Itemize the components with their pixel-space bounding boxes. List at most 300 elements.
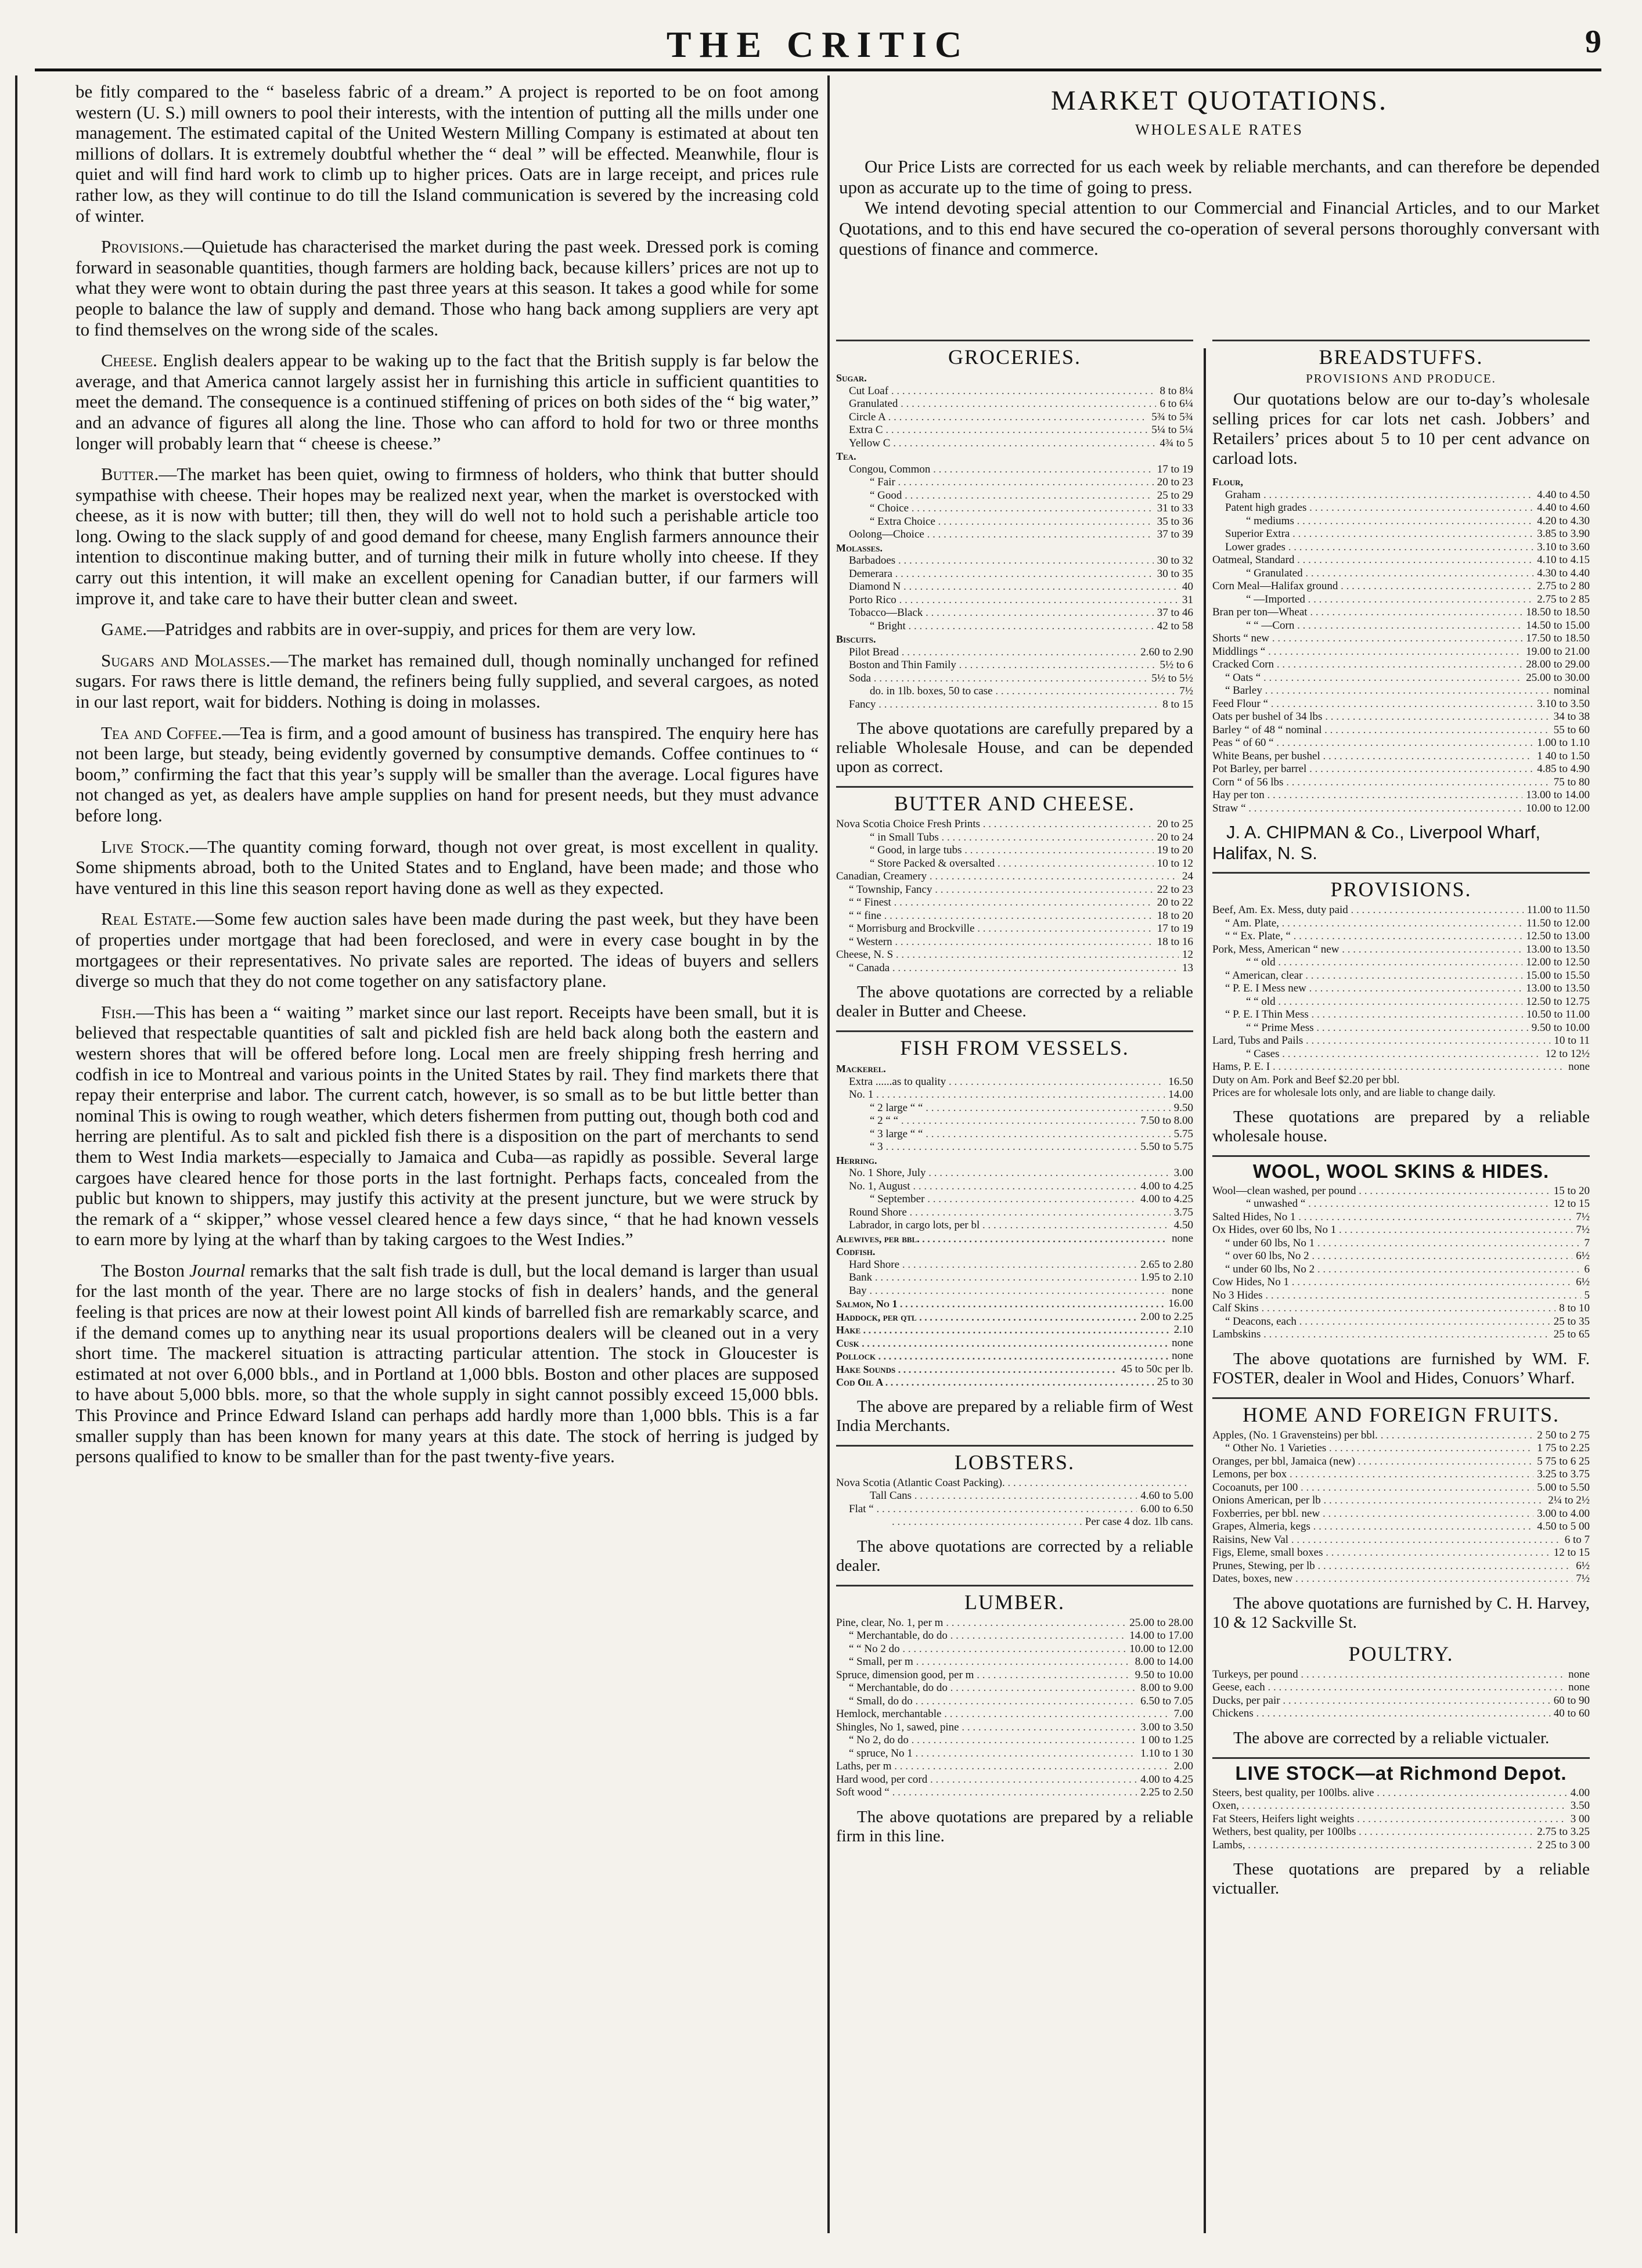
price-item: Labrador, in cargo lots, per bl . . . [836, 1219, 1171, 1232]
price-row [836, 1219, 1193, 1232]
price-item: “ in Small Tubs . . . [836, 831, 1154, 845]
lobsters-title: LOBSTERS. [954, 1450, 1075, 1474]
price-value: none [1568, 1061, 1590, 1073]
price-row [836, 818, 1193, 831]
price-row [836, 554, 1193, 568]
wool-title: WOOL, WOOL SKINS & HIDES. [1252, 1160, 1550, 1182]
price-value: 7½ [1576, 1573, 1590, 1585]
paragraph-text: —Tea is firm, and a good amount of business has transpired. The enquiry here has not been large, but steady, being evidently governed by consumptive demands. Coffee continues to “ boom,” confirming the fact that this year’s supply will be smaller than the average. Local figures have not changed as yet, as dealers have ample supplies on hand for present needs, but they must advance before long. [75, 722, 819, 825]
price-item: Tobacco—Black . . . [836, 607, 1154, 620]
price-row [1212, 1250, 1590, 1263]
price-row [836, 1271, 1193, 1285]
price-item: Alewives, per bbl. . . . [836, 1232, 1168, 1246]
price-value: 2.00 [1173, 1760, 1193, 1772]
groceries-note: The above quotations are carefully prepared by a reliable Wholesale House, and can be depended upon as correct. [836, 719, 1193, 776]
price-item: “ Choice . . . [836, 502, 1154, 515]
price-value: 5 [1584, 1289, 1590, 1301]
paragraph-text: —Some few auction sales have been made during the past week, but they have been of properties under mortgage that had been foreclosed, and were in every case bought in by the mortgagees or their representatives. No private sales are reported. The ideas of buyers and sellers diverge so much that they do not come together on any satisfactory plane. [75, 908, 819, 991]
price-item: Peas “ of 60 “ . . . [1212, 737, 1533, 750]
article-paragraph [75, 81, 819, 226]
price-value: 30 to 35 [1157, 567, 1193, 580]
price-value: 10.00 to 12.00 [1526, 802, 1590, 814]
price-row [836, 372, 1193, 385]
price-row [836, 398, 1193, 411]
price-item: No 3 Hides . . . [1212, 1289, 1581, 1303]
price-item: Superior Extra . . . [1212, 528, 1533, 541]
price-row [1212, 475, 1590, 489]
price-item: Hard wood, per cord . . . [836, 1773, 1137, 1787]
price-item: “ mediums . . . [1212, 515, 1533, 528]
price-row [1212, 904, 1590, 917]
price-row [836, 1516, 1193, 1529]
price-value: 4¾ to 5 [1160, 437, 1193, 449]
price-row [1212, 1494, 1590, 1508]
price-item: “ 3 large “ “ . . . [836, 1128, 1171, 1141]
price-value: 9.50 to 10.00 [1531, 1021, 1590, 1034]
price-item: Hake Sounds . . . [836, 1363, 1118, 1376]
price-row [1212, 1315, 1590, 1329]
price-item: “ Granulated . . . [1212, 567, 1533, 580]
article-paragraph [75, 723, 819, 826]
price-value: 12.00 to 12.50 [1526, 956, 1590, 968]
price-row [1212, 1211, 1590, 1224]
price-value: 4.00 [1570, 1786, 1590, 1799]
price-value: 6½ [1576, 1250, 1590, 1262]
fish-title: FISH FROM VESSELS. [900, 1036, 1129, 1059]
price-item: “ Small, do do . . . [836, 1695, 1137, 1708]
price-row [1212, 1276, 1590, 1289]
price-value: 5½ to 5½ [1151, 672, 1193, 684]
price-item: Cusk . . . [836, 1337, 1168, 1350]
price-value: 3 00 [1570, 1812, 1590, 1825]
price-row [836, 607, 1193, 620]
price-row [1212, 502, 1590, 515]
price-item: “ Merchantable, do do . . . [836, 1682, 1137, 1695]
price-value [1190, 1154, 1193, 1167]
price-item: Fancy . . . [836, 698, 1159, 712]
price-row [1212, 711, 1590, 724]
paragraph-lead: Sugars and Molasses. [101, 650, 271, 670]
section-rule [836, 1585, 1193, 1586]
price-row [836, 1695, 1193, 1708]
price-row [836, 1245, 1193, 1259]
price-row [1212, 1455, 1590, 1469]
price-item: Geese, each . . . [1212, 1681, 1565, 1694]
price-item: “ “ old . . . [1212, 996, 1522, 1009]
price-value: 14.50 to 15.00 [1526, 619, 1590, 632]
price-value: 7½ [1179, 685, 1193, 697]
price-row [836, 580, 1193, 594]
price-row [836, 698, 1193, 712]
price-row [1212, 1224, 1590, 1237]
price-item: “ over 60 lbs, No 2 . . . [1212, 1250, 1572, 1263]
price-item: Straw “ . . . [1212, 802, 1522, 816]
price-row [836, 1629, 1193, 1643]
price-row [1212, 956, 1590, 969]
price-row [836, 1786, 1193, 1800]
price-item: “ Merchantable, do do . . . [836, 1629, 1126, 1643]
section-rule [1212, 872, 1590, 874]
price-item: Cow Hides, No 1 . . . [1212, 1276, 1572, 1289]
price-row [836, 1128, 1193, 1141]
price-value: 4.00 to 4.25 [1140, 1193, 1193, 1205]
column-rule-2 [1204, 348, 1206, 2233]
price-row [836, 922, 1193, 936]
price-value: 1 00 to 1.25 [1140, 1734, 1193, 1746]
price-item: Wool—clean washed, per pound . . . [1212, 1185, 1550, 1198]
price-row [1212, 1289, 1590, 1303]
paragraph-text: —This has been a “ waiting ” market since our last report. Receipts have been small, but it is believed that respectable quantities of salt and pickled fish are held back along both the eastern and western shores that will be offered before long. Local men are freely shipping fresh herring and codfish in ice to Montreal and various points in the United States by rail. They find markets there that repay their enterprise and labor. The current catch, however, is so small as to be but little better than nominal This is owing to rough weather, which deters fishermen from putting out, though both cod and herring are plentiful. As to salt and pickled fish there is a disposition on the part of merchants to send them to West India markets—especially to Jamaica and Cuba—as rapidly as possible. Several large cargoes have cleared hence for those ports in the last fortnight. Perhaps facts, concealed from the public but known to shippers, may justify this activity at the present juncture, but we were struck by the remark of a “ skipper,” whose vessel cleared hence a few days since, “ that he had known vessels to earn more by lying at the wharf than by taking cargoes to the West Indies.” [75, 1001, 819, 1250]
price-row [836, 489, 1193, 503]
price-item: “ P. E. I Thin Mess . . . [1212, 1008, 1523, 1022]
price-value: none [1568, 1668, 1590, 1681]
price-item: Sugar. [836, 372, 867, 384]
price-row [1212, 930, 1590, 943]
price-value: 3.10 to 3.60 [1537, 540, 1590, 553]
price-value: 3.00 to 3.50 [1140, 1721, 1193, 1733]
price-item: Corn Meal—Halifax ground . . . [1212, 580, 1533, 593]
price-row [836, 437, 1193, 450]
price-value: 3.00 [1173, 1167, 1193, 1179]
price-row [836, 1656, 1193, 1669]
price-row [836, 1337, 1193, 1350]
price-item: “ No 2, do do . . . [836, 1734, 1137, 1747]
price-row [1212, 1328, 1590, 1342]
price-row [1212, 802, 1590, 816]
price-row [1212, 593, 1590, 607]
price-row [1212, 1694, 1590, 1708]
price-item: Oatmeal, Standard . . . [1212, 554, 1533, 567]
paragraph-text: —Patridges and rabbits are in over-suppiy, and prices for them are very low. [147, 619, 696, 640]
price-value: none [1568, 1681, 1590, 1693]
price-row [836, 910, 1193, 923]
price-value: 6½ [1576, 1559, 1590, 1572]
price-row [836, 1324, 1193, 1337]
section-rule [1212, 1155, 1590, 1157]
price-item: Extra C . . . [836, 424, 1148, 437]
lumber-table [836, 1617, 1193, 1800]
price-row [836, 1259, 1193, 1272]
price-value: 11.00 to 11.50 [1526, 904, 1590, 916]
price-value: 19.00 to 21.00 [1526, 645, 1590, 658]
market-report-text [75, 81, 819, 1467]
price-item: Flour, [1212, 476, 1244, 488]
price-item: “ Am. Plate, . . . [1212, 917, 1523, 931]
price-item: Canadian, Creamery . . . [836, 870, 1179, 884]
groceries-title: GROCERIES. [948, 345, 1082, 369]
paragraph-text: —The market has remained dull, though nominally unchanged for refined sugars. For raws there is little demand, the refiners being fully supplied, and several cargoes, as noted in our last report, wait for bidders. Nothing is doing in molasses. [75, 650, 819, 712]
fruits-table [1212, 1429, 1590, 1586]
wool-table [1212, 1185, 1590, 1342]
price-row [836, 870, 1193, 884]
price-item: Oranges, per bbl, Jamaica (new) . . . [1212, 1455, 1533, 1469]
price-value: 9.50 [1173, 1101, 1193, 1114]
price-item: Demerara . . . [836, 568, 1154, 581]
price-row [836, 594, 1193, 607]
price-value: 45 to 50c per lb. [1121, 1362, 1193, 1375]
price-value [1190, 1245, 1193, 1259]
article-paragraph [75, 836, 819, 899]
price-row [836, 1062, 1193, 1076]
price-item: Tall Cans . . . [836, 1490, 1137, 1503]
price-row [1212, 1263, 1590, 1277]
price-value [1190, 1062, 1193, 1076]
paragraph-text: —Quietude has characterised the market during the past week. Dressed pork is coming forward in seasonable quantities, though farmers are holding back, because killers’ prices are not up to what they were wont to obtain during the past three years at this season. It takes a good while for some people to balance the law of supply and demand. Those who hang back among suppliers are very apt to find themselves on the wrong side of the scales. [75, 236, 819, 340]
price-item: Pilot Bread . . . [836, 646, 1137, 659]
price-item: Pork, Mess, American “ new . . . [1212, 943, 1522, 957]
price-row [836, 1490, 1193, 1503]
price-value: 12 to 15 [1553, 1198, 1590, 1210]
price-item: Wethers, best quality, per 100lbs . . . [1212, 1826, 1533, 1839]
price-item: Laths, per m . . . [836, 1760, 1171, 1773]
price-row [836, 411, 1193, 424]
price-item: Patent high grades . . . [1212, 502, 1533, 515]
price-value: 4.50 [1173, 1219, 1193, 1231]
paragraph-lead: Provisions. [101, 236, 184, 257]
price-row [1212, 541, 1590, 554]
price-value [1586, 475, 1590, 489]
price-value: 4.85 to 4.90 [1537, 763, 1590, 775]
paragraph-lead: Tea and Coffee. [101, 722, 222, 743]
price-value: 10 to 11 [1554, 1034, 1590, 1047]
butter-cheese-note: The above quotations are corrected by a reliable dealer in Butter and Cheese. [836, 983, 1193, 1021]
price-row [1212, 996, 1590, 1009]
price-item: Porto Rico . . . [836, 594, 1179, 607]
price-item: “ P. E. I Mess new . . . [1212, 982, 1522, 996]
price-item: No. 1, August . . . [836, 1180, 1137, 1194]
section-rule [836, 340, 1193, 341]
left-border-rule [15, 75, 17, 2233]
price-value: 2.00 to 2.25 [1140, 1310, 1193, 1323]
price-item: Oxen, . . . [1212, 1800, 1567, 1813]
price-row [1212, 1787, 1590, 1800]
paragraph-lead: Fish. [101, 1001, 136, 1022]
price-item: Soda . . . [836, 672, 1148, 686]
breadstuffs-title: BREADSTUFFS. [1319, 345, 1483, 369]
price-item: Middlings “ . . . [1212, 646, 1522, 659]
news-column [75, 81, 819, 1477]
price-value: 15 to 20 [1553, 1184, 1590, 1197]
provisions-note: These quotations are prepared by a reliable wholesale house. [1212, 1107, 1590, 1145]
paragraph-lead: Real Estate. [101, 908, 197, 929]
price-value: 6.50 to 7.05 [1140, 1694, 1193, 1707]
paragraph-lead: Game. [101, 619, 147, 640]
price-item: Foxberries, per bbl. new . . . [1212, 1508, 1533, 1521]
price-item: “ Store Packed & oversalted . . . [836, 857, 1154, 871]
lumber-note: The above quotations are prepared by a reliable firm in this line. [836, 1807, 1193, 1845]
price-row [836, 1088, 1193, 1102]
article-paragraph [75, 908, 819, 991]
price-row [1212, 1429, 1590, 1443]
price-item: Tea. [836, 450, 856, 462]
price-item: Molasses. [836, 542, 883, 554]
price-item: Raisins, New Val . . . [1212, 1534, 1561, 1547]
price-row [836, 896, 1193, 910]
price-item: Dates, boxes, new . . . [1212, 1573, 1572, 1586]
price-value: 20 to 22 [1157, 896, 1193, 908]
paragraph-text: English dealers appear to be waking up to the fact that the British supply is far below the average, and that America cannot largely assist her in furnishing this article in sufficient quantities to meet the demand. The consequence is a continued stiffening of prices on both sides of the “ big water,” and an advance of figures all along the line. Those who can afford to hold for two or three months longer will probably learn that “ cheese is cheese.” [75, 350, 819, 453]
price-value: 2.60 to 2.90 [1140, 646, 1193, 658]
price-value: 6.00 to 6.50 [1140, 1502, 1193, 1515]
price-value: 28.00 to 29.00 [1526, 658, 1590, 670]
price-row [1212, 1302, 1590, 1315]
price-row [1212, 580, 1590, 593]
price-value: 18 to 16 [1157, 935, 1193, 948]
price-value: 31 to 33 [1157, 502, 1193, 514]
price-value: 4.30 to 4.40 [1537, 567, 1590, 579]
price-item: Circle A . . . [836, 411, 1148, 424]
price-row [836, 659, 1193, 672]
price-row [836, 476, 1193, 489]
price-value: 3.75 [1173, 1206, 1193, 1218]
provisions-title: PROVISIONS. [1330, 878, 1472, 901]
price-item: “ Morrisburg and Brockville . . . [836, 922, 1154, 936]
quotations-column-middle [836, 340, 1193, 1855]
price-value: 4.40 to 4.60 [1537, 502, 1590, 514]
price-row [1212, 606, 1590, 619]
price-row [836, 1682, 1193, 1695]
price-row [836, 1350, 1193, 1363]
price-row [836, 1477, 1193, 1490]
price-item: “ spruce, No 1 . . . [836, 1747, 1137, 1761]
price-row [1212, 763, 1590, 776]
butter-cheese-title: BUTTER AND CHEESE. [894, 792, 1135, 815]
price-row [1212, 1826, 1590, 1839]
price-item: Apples, (No. 1 Gravensteins) per bbl. . . . [1212, 1429, 1533, 1443]
price-row [1212, 489, 1590, 502]
price-item: “ “ Ex. Plate, “ . . . [1212, 930, 1522, 943]
price-value: 7 [1584, 1236, 1590, 1249]
provisions-duty-note: Duty on Am. Pork and Beef $2.20 per bbl. [1212, 1073, 1400, 1086]
price-value: 8.00 to 14.00 [1135, 1656, 1193, 1668]
price-value: 4.10 to 4.15 [1537, 554, 1590, 566]
price-item: Lambs, . . . [1212, 1839, 1533, 1852]
price-value: 11.50 to 12.00 [1526, 917, 1590, 929]
price-item: “ Cases . . . [1212, 1048, 1542, 1061]
price-row [1212, 1800, 1590, 1813]
price-item: Cocoanuts, per 100 . . . [1212, 1481, 1533, 1495]
price-item: Haddock, per qtl . . . [836, 1311, 1137, 1324]
section-rule [836, 786, 1193, 788]
price-item: Boston and Thin Family . . . [836, 659, 1156, 672]
price-item: “ American, clear . . . [1212, 969, 1522, 983]
price-row [836, 528, 1193, 542]
price-item: Onions American, per lb . . . [1212, 1494, 1544, 1508]
price-value: 17.50 to 18.50 [1526, 632, 1590, 644]
section-rule [1212, 340, 1590, 341]
wool-note: The above quotations are furnished by WM. F. FOSTER, dealer in Wool and Hides, Conuors’ Wharf. [1212, 1349, 1590, 1387]
price-row [836, 857, 1193, 871]
price-value: 2.65 to 2.80 [1140, 1258, 1193, 1271]
price-row [1212, 1813, 1590, 1826]
price-row [1212, 750, 1590, 763]
price-item: Oolong—Choice . . . [836, 528, 1154, 542]
price-item: Mackerel. [836, 1063, 886, 1074]
price-item: No. 1 Shore, July . . . [836, 1167, 1171, 1180]
price-item: Extra ......as to quality . . . [836, 1076, 1165, 1089]
price-row [1212, 1508, 1590, 1521]
price-value: 3.25 to 3.75 [1537, 1468, 1590, 1480]
price-row [1212, 658, 1590, 672]
price-item: Chickens . . . [1212, 1707, 1550, 1721]
price-row [836, 463, 1193, 477]
publication-name: Journal [189, 1260, 246, 1281]
price-row [1212, 917, 1590, 931]
masthead-title: THE CRITIC [666, 24, 970, 65]
price-row [836, 1285, 1193, 1298]
price-row [836, 1154, 1193, 1167]
price-item: “ 2 “ “ . . . [836, 1115, 1137, 1128]
price-row [836, 1708, 1193, 1721]
price-row [836, 936, 1193, 949]
price-row [1212, 1008, 1590, 1022]
price-value: none [1172, 1350, 1193, 1362]
price-item: do. in 1lb. boxes, 50 to case . . . [836, 685, 1176, 698]
price-value: 3.50 [1570, 1800, 1590, 1812]
price-row [1212, 619, 1590, 633]
price-item: Fat Steers, Heifers light weights . . . [1212, 1813, 1567, 1826]
price-item: Cut Loaf . . . [836, 385, 1156, 398]
price-value: 12 to 15 [1553, 1546, 1590, 1559]
price-row [1212, 1442, 1590, 1455]
price-row [836, 844, 1193, 857]
price-item: “ Township, Fancy . . . [836, 884, 1154, 897]
price-row [836, 1206, 1193, 1220]
price-item: Barley “ of 48 “ nominal . . . [1212, 724, 1550, 737]
price-value: 4.60 to 5.00 [1140, 1490, 1193, 1502]
price-item: “ Western . . . [836, 936, 1154, 949]
price-item: Hard Shore . . . [836, 1259, 1137, 1272]
price-item: Diamond N . . . [836, 580, 1179, 594]
price-row [1212, 1468, 1590, 1481]
price-row [836, 831, 1193, 845]
fruits-title: HOME AND FOREIGN FRUITS. [1242, 1402, 1560, 1426]
price-item: “ 3 . . . [836, 1141, 1137, 1154]
price-row [836, 884, 1193, 897]
price-value: 13.00 to 14.00 [1526, 789, 1590, 801]
price-value: 8 to 10 [1559, 1302, 1590, 1314]
market-quotations-subtitle: WHOLESALE RATES [1135, 121, 1303, 138]
price-item: Turkeys, per pound . . . [1212, 1668, 1565, 1682]
price-value: 31 [1182, 593, 1193, 606]
price-row [1212, 1022, 1590, 1035]
price-row [836, 949, 1193, 962]
price-row [836, 1773, 1193, 1787]
price-row [1212, 567, 1590, 580]
price-row [836, 1669, 1193, 1682]
market-quotations [839, 81, 1600, 273]
price-item: Graham . . . [1212, 489, 1533, 502]
article-paragraph [75, 1002, 819, 1250]
lobsters-table [836, 1477, 1193, 1529]
breadstuffs-credit: J. A. CHIPMAN & Co., Liverpool Wharf, Halifax, N. S. [1212, 822, 1540, 863]
price-item: Flat “ . . . [836, 1503, 1137, 1516]
price-row [1212, 1198, 1590, 1211]
price-row [836, 568, 1193, 581]
price-row [836, 1503, 1193, 1516]
provisions-prices-note: Prices are for wholesale lots only, and are liable to change daily. [1212, 1086, 1496, 1099]
section-rule [836, 1030, 1193, 1032]
price-value: 9.50 to 10.00 [1135, 1668, 1193, 1681]
article-paragraph [75, 350, 819, 453]
breadstuffs-subtitle: PROVISIONS AND PRODUCE. [1306, 372, 1496, 385]
price-item: Salted Hides, No 1 . . . [1212, 1211, 1572, 1224]
article-paragraph [75, 650, 819, 712]
provisions-table [1212, 904, 1590, 1074]
price-value: 20 to 23 [1157, 476, 1193, 488]
price-row [836, 1076, 1193, 1089]
price-item: Lard, Tubs and Pails . . . [1212, 1034, 1550, 1048]
